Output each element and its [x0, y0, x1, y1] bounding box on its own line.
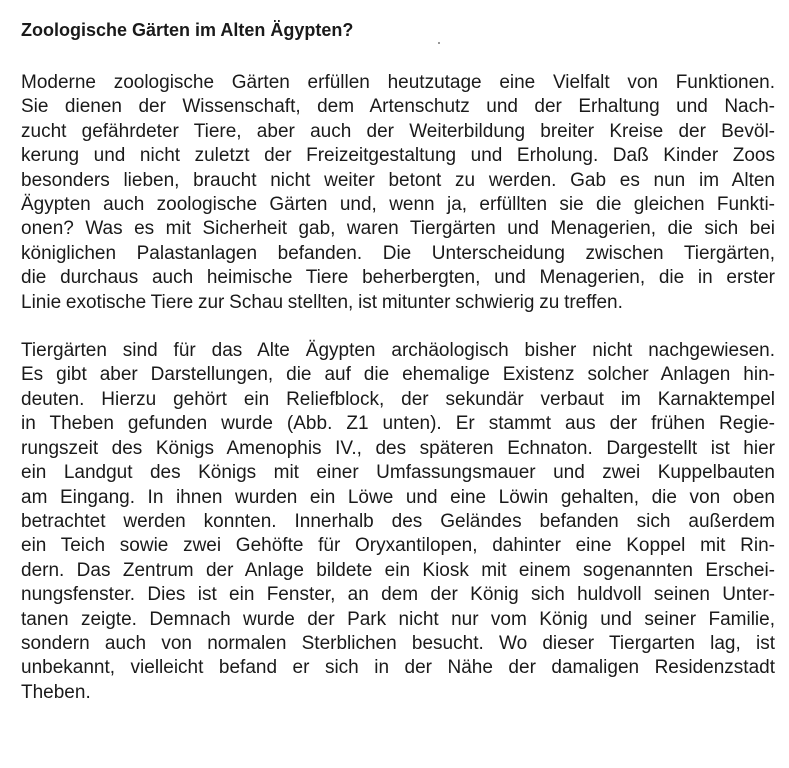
text-line: Linie exotische Tiere zur Schau stellten, ist mitunter schwierig zu treffen.	[21, 291, 623, 313]
text-line: ein Teich sowie zwei Gehöfte für Oryxantilopen, dahinter eine Koppel mit Rin-	[21, 535, 775, 557]
text-line: sondern auch von normalen Sterblichen besucht. Wo dieser Tiergarten lag, ist	[21, 632, 775, 654]
text-line: königlichen Palastanlagen befanden. Die Unterscheidung zwischen Tiergärten,	[21, 242, 775, 264]
text-line: unbekannt, vielleicht befand er sich in der Nähe der damaligen Residenzstadt	[21, 657, 775, 679]
text-line: Es gibt aber Darstellungen, die auf die ehemalige Existenz solcher Anlagen hin-	[21, 364, 775, 386]
document-page	[21, 18, 775, 705]
text-line: am Eingang. In ihnen wurden ein Löwe und eine Löwin gehalten, die von oben	[21, 486, 775, 508]
text-line: in Theben gefunden wurde (Abb. Z1 unten). Er stammt aus der frühen Regie-	[21, 413, 775, 435]
text-line: Moderne zoologische Gärten erfüllen heutzutage eine Vielfalt von Funktionen.	[21, 72, 775, 93]
text-line: rungszeit des Königs Amenophis IV., des späteren Echnaton. Dargestellt ist hier	[21, 437, 775, 459]
paragraph-gap	[21, 315, 775, 339]
text-line: Tiergärten sind für das Alte Ägypten archäologisch bisher nicht nachgewiesen.	[21, 340, 775, 362]
text-line: onen? Was es mit Sicherheit gab, waren Tiergärten und Menagerien, die sich bei	[21, 218, 775, 240]
text-line: ein Landgut des Königs mit einer Umfassungsmauer und zwei Kuppelbauten	[21, 462, 775, 484]
text-line: nungsfenster. Dies ist ein Fenster, an dem der König sich huldvoll seinen Unter-	[21, 584, 775, 606]
document-title: Zoologische Gärten im Alten Ägypten?	[21, 20, 354, 40]
text-line: besonders lieben, braucht nicht weiter betont zu werden. Gab es nun im Alten	[21, 169, 775, 191]
paragraph-1	[21, 71, 775, 315]
text-line: Ägypten auch zoologische Gärten und, wenn ja, erfüllten sie die gleichen Funkti-	[21, 194, 775, 216]
text-line: zucht gefährdeter Tiere, aber auch der Weiterbildung breiter Kreise der Bevöl-	[21, 120, 775, 142]
text-line: betrachtet werden konnten. Innerhalb des Geländes befanden sich außerdem	[21, 510, 775, 532]
paragraph-2	[21, 339, 775, 705]
text-line: Theben.	[21, 681, 91, 703]
text-line: kerung und nicht zuletzt der Freizeitgestaltung und Erholung. Daß Kinder Zoos	[21, 145, 775, 167]
text-line: die durchaus auch heimische Tiere beherbergten, und Menagerien, die in erster	[21, 267, 775, 289]
text-line: deuten. Hierzu gehört ein Reliefblock, der sekundär verbaut im Karnaktempel	[21, 388, 775, 410]
text-line: Sie dienen der Wissenschaft, dem Artenschutz und der Erhaltung und Nach-	[21, 96, 775, 118]
scan-speck	[438, 42, 440, 44]
text-line: tanen zeigte. Demnach wurde der Park nicht nur vom König und seiner Familie,	[21, 608, 775, 630]
text-line: dern. Das Zentrum der Anlage bildete ein Kiosk mit einem sogenannten Erschei-	[21, 559, 775, 581]
